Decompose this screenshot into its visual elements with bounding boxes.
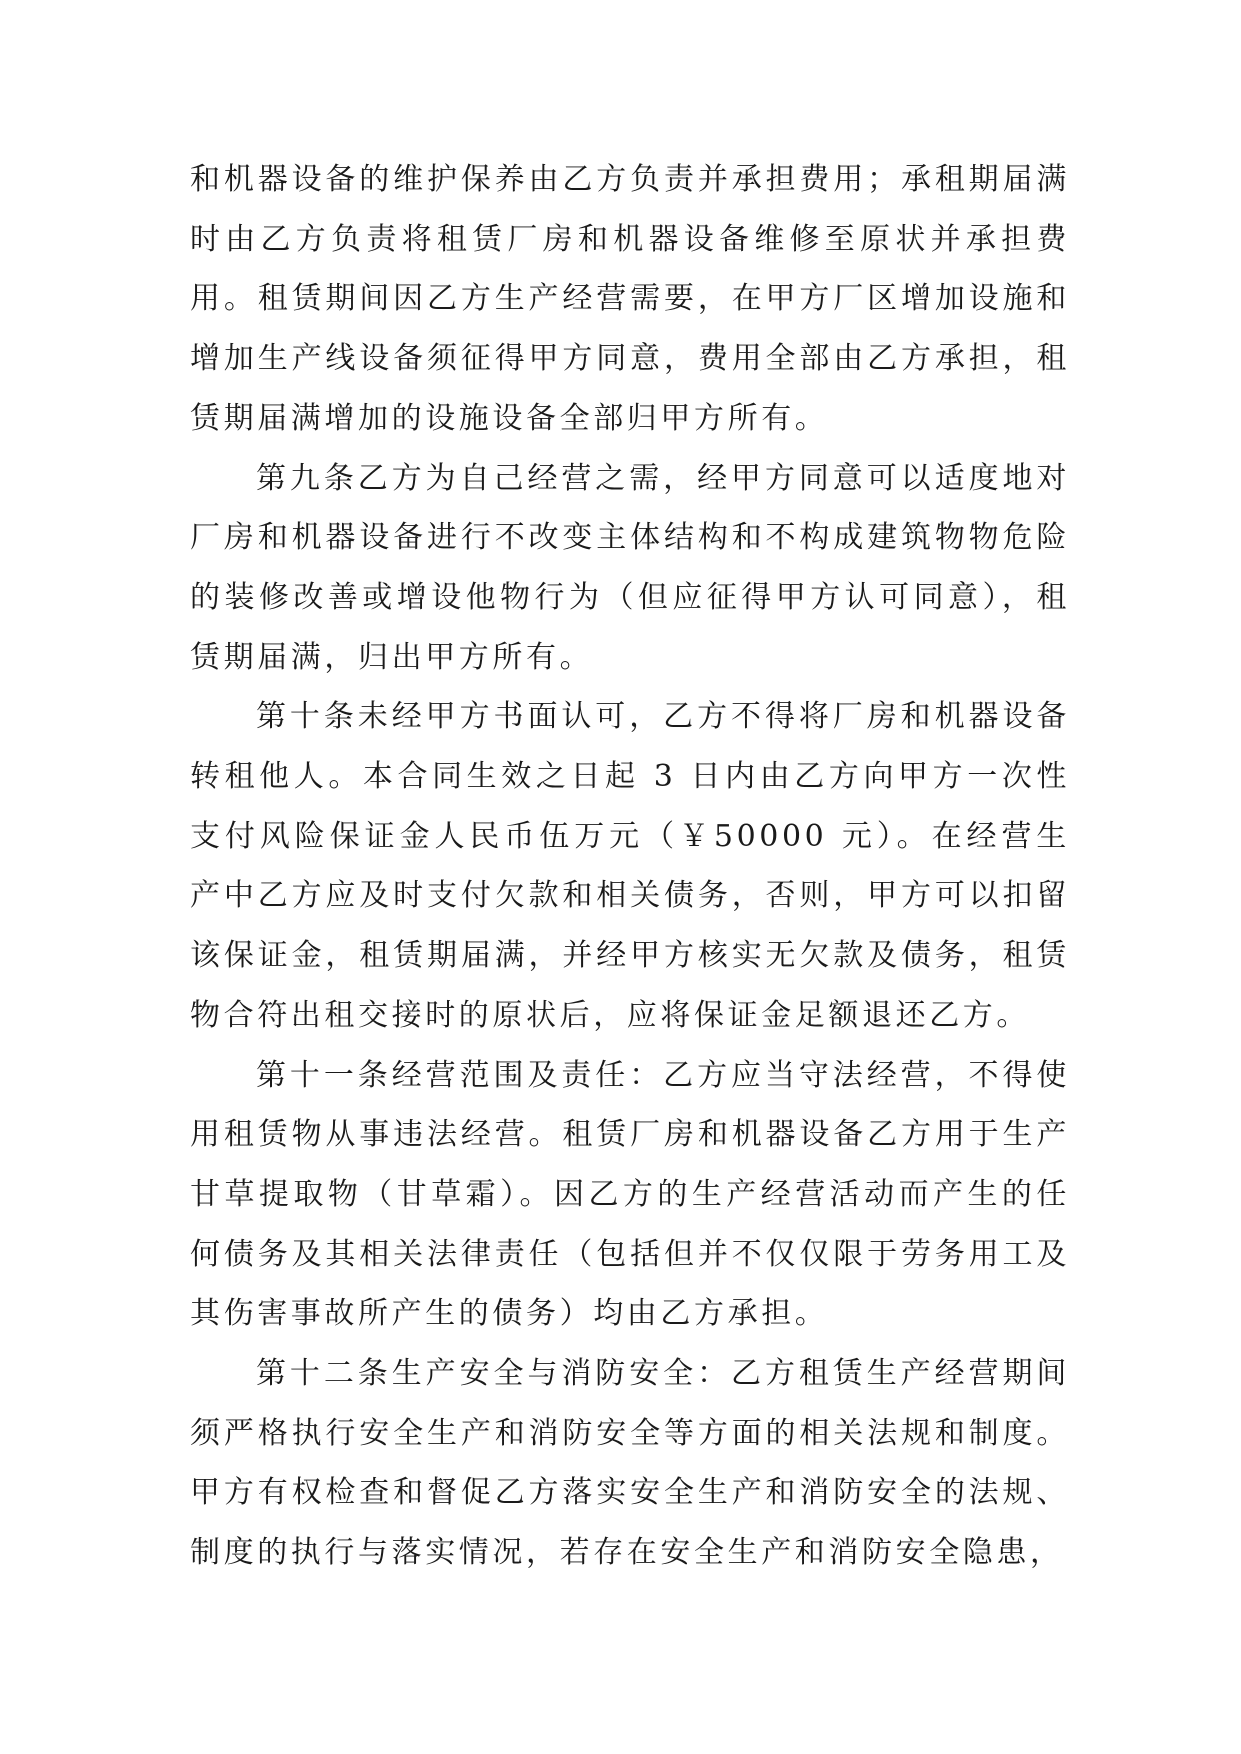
paragraph-article-10: 第十条未经甲方书面认可，乙方不得将厂房和机器设备转租他人。本合同生效之日起 3 日内由乙方向甲方一次性支付风险保证金人民币伍万元（￥50000 元）。在经营生产中乙方应及时支付欠款和相关债务，否则，甲方可以扣留该保证金，租赁期届满，并经甲方核实无欠款及债务，租赁物合符出租交接时的原状后，应将保证金足额退还乙方。: [190, 699, 1070, 1033]
paragraph-article-12: 第十二条生产安全与消防安全：乙方租赁生产经营期间须严格执行安全生产和消防安全等方面的相关法规和制度。甲方有权检查和督促乙方落实安全生产和消防安全的法规、制度的执行与落实情况，若存在安全生产和消防安全隐患，: [190, 1356, 1070, 1571]
paragraph-equipment-maintenance: 和机器设备的维护保养由乙方负责并承担费用；承租期届满时由乙方负责将租赁厂房和机器设备维修至原状并承担费用。租赁期间因乙方生产经营需要，在甲方厂区增加设施和增加生产线设备须征得甲方同意，费用全部由乙方承担，租赁期届满增加的设施设备全部归甲方所有。: [190, 162, 1070, 436]
paragraph-article-11: 第十一条经营范围及责任：乙方应当守法经营，不得使用租赁物从事违法经营。租赁厂房和机器设备乙方用于生产甘草提取物（甘草霜）。因乙方的生产经营活动而产生的任何债务及其相关法律责任（包括但并不仅仅限于劳务用工及其伤害事故所产生的债务）均由乙方承担。: [190, 1057, 1070, 1332]
contract-body: [190, 150, 1070, 1583]
paragraph-article-9: 第九条乙方为自己经营之需，经甲方同意可以适度地对厂房和机器设备进行不改变主体结构和不构成建筑物物危险的装修改善或增设他物行为（但应征得甲方认可同意），租赁期届满，归出甲方所有。: [190, 460, 1070, 675]
